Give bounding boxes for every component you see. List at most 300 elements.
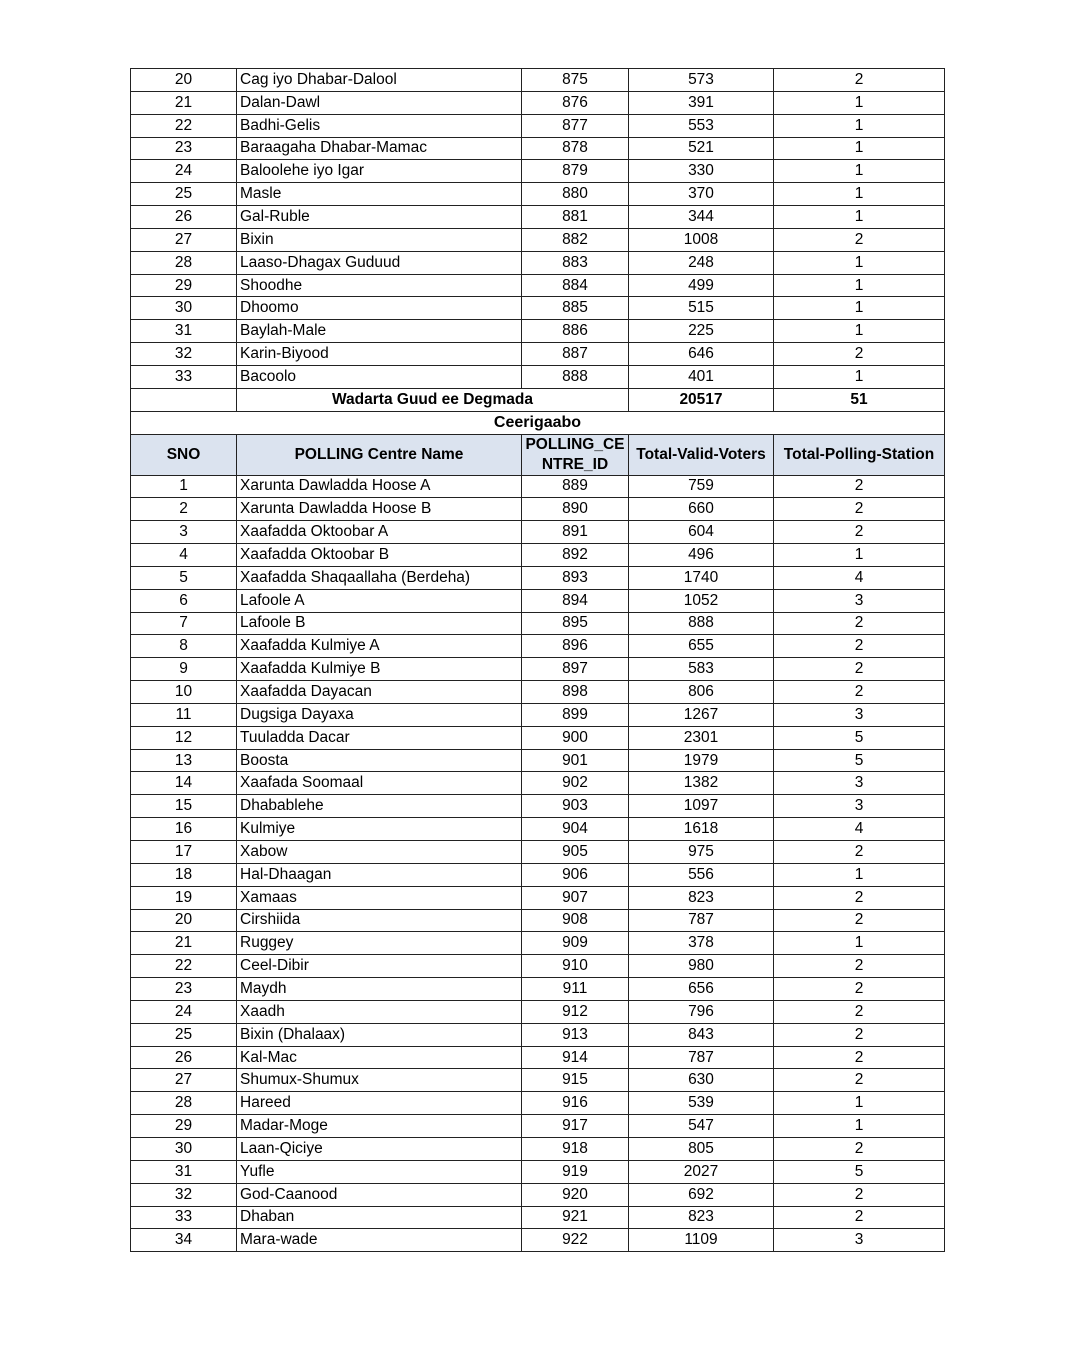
- column-header-row: [131, 434, 945, 475]
- cell-centre-name: Dalan-Dawl: [237, 91, 522, 114]
- cell-centre-name: Karin-Biyood: [237, 343, 522, 366]
- cell-sno: 25: [131, 183, 237, 206]
- table-row: [131, 955, 945, 978]
- table-row: [131, 886, 945, 909]
- cell-centre-id: 893: [522, 566, 629, 589]
- cell-sno: 4: [131, 544, 237, 567]
- cell-centre-id: 922: [522, 1229, 629, 1252]
- cell-valid-voters: 583: [629, 658, 774, 681]
- cell-polling-stations: 3: [774, 589, 945, 612]
- cell-centre-name: Xaafadda Oktoobar A: [237, 521, 522, 544]
- cell-centre-id: 907: [522, 886, 629, 909]
- cell-valid-voters: 2301: [629, 726, 774, 749]
- header-centre-id-text: POLLING_CE NTRE_ID: [525, 435, 625, 473]
- header-centre-name: POLLING Centre Name: [237, 434, 522, 475]
- table-row: [131, 863, 945, 886]
- cell-polling-stations: 1: [774, 114, 945, 137]
- cell-valid-voters: 521: [629, 137, 774, 160]
- cell-polling-stations: 2: [774, 955, 945, 978]
- cell-sno: 17: [131, 841, 237, 864]
- cell-centre-name: Xaafada Soomaal: [237, 772, 522, 795]
- cell-centre-id: 916: [522, 1092, 629, 1115]
- cell-valid-voters: 787: [629, 909, 774, 932]
- cell-centre-id: 880: [522, 183, 629, 206]
- cell-centre-name: God-Caanood: [237, 1183, 522, 1206]
- table-row: [131, 1229, 945, 1252]
- cell-polling-stations: 2: [774, 69, 945, 92]
- district-name: Ceerigaabo: [131, 411, 945, 434]
- cell-valid-voters: 1052: [629, 589, 774, 612]
- district-total-label: Wadarta Guud ee Degmada: [237, 388, 629, 411]
- cell-centre-name: Xarunta Dawladda Hoose B: [237, 498, 522, 521]
- cell-centre-id: 899: [522, 703, 629, 726]
- header-valid-voters: Total-Valid-Voters: [629, 434, 774, 475]
- cell-polling-stations: 2: [774, 909, 945, 932]
- cell-sno: 26: [131, 206, 237, 229]
- cell-sno: 23: [131, 137, 237, 160]
- cell-centre-id: 909: [522, 932, 629, 955]
- cell-centre-id: 892: [522, 544, 629, 567]
- cell-valid-voters: 391: [629, 91, 774, 114]
- cell-centre-name: Hareed: [237, 1092, 522, 1115]
- cell-centre-name: Ruggey: [237, 932, 522, 955]
- cell-polling-stations: 2: [774, 841, 945, 864]
- table-row: [131, 69, 945, 92]
- cell-sno: 1: [131, 475, 237, 498]
- cell-valid-voters: 556: [629, 863, 774, 886]
- cell-valid-voters: 539: [629, 1092, 774, 1115]
- cell-valid-voters: 1979: [629, 749, 774, 772]
- cell-sno: 20: [131, 909, 237, 932]
- cell-sno: 31: [131, 320, 237, 343]
- table-row: [131, 703, 945, 726]
- cell-sno: 7: [131, 612, 237, 635]
- cell-sno: 11: [131, 703, 237, 726]
- cell-centre-id: 906: [522, 863, 629, 886]
- cell-centre-name: Baylah-Male: [237, 320, 522, 343]
- table-row: [131, 137, 945, 160]
- cell-polling-stations: 2: [774, 343, 945, 366]
- cell-valid-voters: 787: [629, 1046, 774, 1069]
- cell-centre-name: Madar-Moge: [237, 1115, 522, 1138]
- cell-polling-stations: 1: [774, 932, 945, 955]
- table-row: [131, 658, 945, 681]
- table-row: [131, 320, 945, 343]
- cell-centre-id: 903: [522, 795, 629, 818]
- cell-valid-voters: 496: [629, 544, 774, 567]
- cell-polling-stations: 1: [774, 1092, 945, 1115]
- cell-polling-stations: 1: [774, 91, 945, 114]
- table-row: [131, 1183, 945, 1206]
- table-row: [131, 1160, 945, 1183]
- cell-valid-voters: 1618: [629, 818, 774, 841]
- header-sno: SNO: [131, 434, 237, 475]
- cell-polling-stations: 2: [774, 1183, 945, 1206]
- cell-polling-stations: 4: [774, 818, 945, 841]
- cell-centre-name: Kulmiye: [237, 818, 522, 841]
- cell-polling-stations: 1: [774, 863, 945, 886]
- cell-valid-voters: 805: [629, 1137, 774, 1160]
- cell-sno: 19: [131, 886, 237, 909]
- cell-valid-voters: 843: [629, 1023, 774, 1046]
- cell-sno: 21: [131, 91, 237, 114]
- table-row: [131, 612, 945, 635]
- cell-sno: 12: [131, 726, 237, 749]
- cell-valid-voters: 1382: [629, 772, 774, 795]
- cell-valid-voters: 248: [629, 251, 774, 274]
- cell-valid-voters: 330: [629, 160, 774, 183]
- cell-valid-voters: 547: [629, 1115, 774, 1138]
- ceerigaabo-rows: [131, 475, 945, 1252]
- cell-centre-name: Xabow: [237, 841, 522, 864]
- cell-polling-stations: 2: [774, 475, 945, 498]
- cell-centre-name: Lafoole A: [237, 589, 522, 612]
- cell-valid-voters: 630: [629, 1069, 774, 1092]
- cell-valid-voters: 692: [629, 1183, 774, 1206]
- table-row: [131, 274, 945, 297]
- cell-centre-name: Xaafadda Kulmiye A: [237, 635, 522, 658]
- cell-polling-stations: 1: [774, 320, 945, 343]
- cell-sno: 27: [131, 228, 237, 251]
- cell-polling-stations: 2: [774, 635, 945, 658]
- cell-centre-id: 904: [522, 818, 629, 841]
- cell-centre-id: 912: [522, 1000, 629, 1023]
- table-row: [131, 544, 945, 567]
- cell-valid-voters: 660: [629, 498, 774, 521]
- cell-polling-stations: 1: [774, 297, 945, 320]
- cell-polling-stations: 1: [774, 251, 945, 274]
- cell-valid-voters: 1267: [629, 703, 774, 726]
- cell-polling-stations: 5: [774, 749, 945, 772]
- table-row: [131, 1023, 945, 1046]
- cell-centre-id: 902: [522, 772, 629, 795]
- cell-polling-stations: 3: [774, 795, 945, 818]
- cell-polling-stations: 2: [774, 1000, 945, 1023]
- cell-sno: 24: [131, 1000, 237, 1023]
- cell-polling-stations: 2: [774, 658, 945, 681]
- cell-sno: 22: [131, 114, 237, 137]
- cell-sno: 26: [131, 1046, 237, 1069]
- cell-polling-stations: 1: [774, 274, 945, 297]
- cell-sno: 2: [131, 498, 237, 521]
- district-total-row: [131, 388, 945, 411]
- cell-sno: 29: [131, 1115, 237, 1138]
- cell-polling-stations: 2: [774, 228, 945, 251]
- cell-centre-name: Cirshiida: [237, 909, 522, 932]
- cell-polling-stations: 3: [774, 772, 945, 795]
- cell-sno: 3: [131, 521, 237, 544]
- cell-valid-voters: 2027: [629, 1160, 774, 1183]
- cell-centre-name: Xaafadda Oktoobar B: [237, 544, 522, 567]
- cell-valid-voters: 401: [629, 365, 774, 388]
- cell-centre-id: 879: [522, 160, 629, 183]
- cell-centre-id: 918: [522, 1137, 629, 1160]
- cell-centre-id: 919: [522, 1160, 629, 1183]
- cell-centre-name: Yufle: [237, 1160, 522, 1183]
- cell-sno: 10: [131, 681, 237, 704]
- cell-valid-voters: 888: [629, 612, 774, 635]
- cell-valid-voters: 553: [629, 114, 774, 137]
- cell-valid-voters: 1740: [629, 566, 774, 589]
- cell-polling-stations: 2: [774, 612, 945, 635]
- table-row: [131, 114, 945, 137]
- cell-polling-stations: 2: [774, 1023, 945, 1046]
- cell-polling-stations: 1: [774, 206, 945, 229]
- cell-valid-voters: 378: [629, 932, 774, 955]
- table-row: [131, 589, 945, 612]
- cell-polling-stations: 3: [774, 1229, 945, 1252]
- cell-polling-stations: 1: [774, 1115, 945, 1138]
- cell-sno: 33: [131, 365, 237, 388]
- cell-centre-id: 896: [522, 635, 629, 658]
- cell-centre-id: 894: [522, 589, 629, 612]
- cell-centre-name: Hal-Dhaagan: [237, 863, 522, 886]
- cell-centre-id: 884: [522, 274, 629, 297]
- table-row: [131, 475, 945, 498]
- cell-centre-name: Ceel-Dibir: [237, 955, 522, 978]
- cell-sno: 9: [131, 658, 237, 681]
- table-row: [131, 91, 945, 114]
- table-row: [131, 1069, 945, 1092]
- cell-polling-stations: 4: [774, 566, 945, 589]
- table-row: [131, 841, 945, 864]
- table-row: [131, 566, 945, 589]
- cell-centre-id: 887: [522, 343, 629, 366]
- cell-centre-name: Baraagaha Dhabar-Mamac: [237, 137, 522, 160]
- table-row: [131, 365, 945, 388]
- cell-centre-name: Xamaas: [237, 886, 522, 909]
- cell-polling-stations: 2: [774, 498, 945, 521]
- cell-centre-name: Dhaban: [237, 1206, 522, 1229]
- cell-centre-id: 921: [522, 1206, 629, 1229]
- cell-centre-name: Badhi-Gelis: [237, 114, 522, 137]
- table-row: [131, 183, 945, 206]
- cell-valid-voters: 370: [629, 183, 774, 206]
- cell-centre-id: 883: [522, 251, 629, 274]
- table-row: [131, 160, 945, 183]
- cell-sno: 18: [131, 863, 237, 886]
- cell-valid-voters: 1109: [629, 1229, 774, 1252]
- cell-polling-stations: 1: [774, 137, 945, 160]
- table-row: [131, 909, 945, 932]
- cell-sno: 24: [131, 160, 237, 183]
- cell-centre-name: Laan-Qiciye: [237, 1137, 522, 1160]
- cell-centre-id: 917: [522, 1115, 629, 1138]
- cell-sno: 14: [131, 772, 237, 795]
- cell-centre-id: 890: [522, 498, 629, 521]
- district-total-voters: 20517: [629, 388, 774, 411]
- cell-valid-voters: 806: [629, 681, 774, 704]
- cell-centre-id: 882: [522, 228, 629, 251]
- cell-centre-name: Shoodhe: [237, 274, 522, 297]
- cell-centre-id: 881: [522, 206, 629, 229]
- total-empty-cell: [131, 388, 237, 411]
- cell-sno: 6: [131, 589, 237, 612]
- cell-valid-voters: 759: [629, 475, 774, 498]
- table-row: [131, 1092, 945, 1115]
- cell-centre-name: Maydh: [237, 978, 522, 1001]
- cell-sno: 29: [131, 274, 237, 297]
- cell-valid-voters: 344: [629, 206, 774, 229]
- header-centre-id: [522, 434, 629, 475]
- cell-centre-name: Gal-Ruble: [237, 206, 522, 229]
- cell-valid-voters: 796: [629, 1000, 774, 1023]
- cell-sno: 33: [131, 1206, 237, 1229]
- cell-polling-stations: 2: [774, 1069, 945, 1092]
- cell-sno: 13: [131, 749, 237, 772]
- cell-polling-stations: 1: [774, 183, 945, 206]
- cell-valid-voters: 980: [629, 955, 774, 978]
- cell-polling-stations: 2: [774, 1046, 945, 1069]
- table-row: [131, 932, 945, 955]
- cell-polling-stations: 3: [774, 703, 945, 726]
- cell-polling-stations: 1: [774, 160, 945, 183]
- table-row: [131, 749, 945, 772]
- cell-sno: 27: [131, 1069, 237, 1092]
- cell-sno: 28: [131, 251, 237, 274]
- cell-centre-name: Xaafadda Dayacan: [237, 681, 522, 704]
- cell-polling-stations: 2: [774, 886, 945, 909]
- table-row: [131, 521, 945, 544]
- cell-centre-id: 898: [522, 681, 629, 704]
- table-row: [131, 343, 945, 366]
- cell-centre-id: 877: [522, 114, 629, 137]
- previous-district-rows: [131, 69, 945, 389]
- table-row: [131, 251, 945, 274]
- cell-polling-stations: 2: [774, 1137, 945, 1160]
- table-row: [131, 795, 945, 818]
- cell-centre-name: Tuuladda Dacar: [237, 726, 522, 749]
- cell-valid-voters: 515: [629, 297, 774, 320]
- cell-sno: 31: [131, 1160, 237, 1183]
- cell-valid-voters: 656: [629, 978, 774, 1001]
- cell-sno: 28: [131, 1092, 237, 1115]
- district-summary: [131, 388, 945, 475]
- cell-centre-id: 878: [522, 137, 629, 160]
- table-row: [131, 1046, 945, 1069]
- cell-sno: 32: [131, 1183, 237, 1206]
- cell-centre-name: Xarunta Dawladda Hoose A: [237, 475, 522, 498]
- cell-sno: 20: [131, 69, 237, 92]
- cell-sno: 25: [131, 1023, 237, 1046]
- cell-centre-id: 914: [522, 1046, 629, 1069]
- cell-centre-id: 876: [522, 91, 629, 114]
- table-row: [131, 228, 945, 251]
- cell-centre-name: Xaafadda Shaqaallaha (Berdeha): [237, 566, 522, 589]
- cell-valid-voters: 975: [629, 841, 774, 864]
- cell-centre-id: 920: [522, 1183, 629, 1206]
- cell-centre-id: 910: [522, 955, 629, 978]
- cell-polling-stations: 2: [774, 681, 945, 704]
- polling-centres-table: [130, 68, 945, 1252]
- cell-centre-name: Boosta: [237, 749, 522, 772]
- cell-centre-name: Laaso-Dhagax Guduud: [237, 251, 522, 274]
- district-total-stations: 51: [774, 388, 945, 411]
- cell-centre-id: 886: [522, 320, 629, 343]
- cell-polling-stations: 1: [774, 544, 945, 567]
- cell-centre-name: Bixin (Dhalaax): [237, 1023, 522, 1046]
- cell-polling-stations: 2: [774, 1206, 945, 1229]
- cell-polling-stations: 2: [774, 521, 945, 544]
- table-row: [131, 1137, 945, 1160]
- cell-centre-name: Masle: [237, 183, 522, 206]
- cell-centre-name: Xaafadda Kulmiye B: [237, 658, 522, 681]
- table-row: [131, 681, 945, 704]
- cell-centre-id: 901: [522, 749, 629, 772]
- cell-sno: 15: [131, 795, 237, 818]
- cell-centre-id: 891: [522, 521, 629, 544]
- cell-centre-id: 895: [522, 612, 629, 635]
- cell-centre-id: 915: [522, 1069, 629, 1092]
- table-row: [131, 978, 945, 1001]
- cell-centre-name: Shumux-Shumux: [237, 1069, 522, 1092]
- cell-centre-name: Xaadh: [237, 1000, 522, 1023]
- cell-sno: 34: [131, 1229, 237, 1252]
- table-row: [131, 1115, 945, 1138]
- table-row: [131, 635, 945, 658]
- cell-valid-voters: 823: [629, 886, 774, 909]
- cell-centre-id: 885: [522, 297, 629, 320]
- cell-sno: 32: [131, 343, 237, 366]
- cell-polling-stations: 2: [774, 978, 945, 1001]
- cell-centre-id: 905: [522, 841, 629, 864]
- table-row: [131, 818, 945, 841]
- cell-centre-id: 889: [522, 475, 629, 498]
- header-polling-stations: Total-Polling-Station: [774, 434, 945, 475]
- cell-sno: 21: [131, 932, 237, 955]
- cell-centre-name: Cag iyo Dhabar-Dalool: [237, 69, 522, 92]
- cell-centre-name: Dhabablehe: [237, 795, 522, 818]
- cell-sno: 22: [131, 955, 237, 978]
- cell-sno: 5: [131, 566, 237, 589]
- table-row: [131, 1000, 945, 1023]
- cell-polling-stations: 1: [774, 365, 945, 388]
- cell-centre-name: Baloolehe iyo Igar: [237, 160, 522, 183]
- cell-valid-voters: 1097: [629, 795, 774, 818]
- district-name-row: [131, 411, 945, 434]
- cell-valid-voters: 225: [629, 320, 774, 343]
- cell-sno: 8: [131, 635, 237, 658]
- cell-centre-id: 875: [522, 69, 629, 92]
- cell-sno: 30: [131, 297, 237, 320]
- cell-valid-voters: 573: [629, 69, 774, 92]
- cell-polling-stations: 5: [774, 1160, 945, 1183]
- table-row: [131, 772, 945, 795]
- cell-centre-id: 897: [522, 658, 629, 681]
- cell-sno: 30: [131, 1137, 237, 1160]
- cell-centre-name: Bacoolo: [237, 365, 522, 388]
- cell-centre-id: 900: [522, 726, 629, 749]
- table-row: [131, 498, 945, 521]
- cell-centre-name: Dugsiga Dayaxa: [237, 703, 522, 726]
- cell-sno: 16: [131, 818, 237, 841]
- cell-sno: 23: [131, 978, 237, 1001]
- cell-centre-id: 888: [522, 365, 629, 388]
- cell-centre-id: 911: [522, 978, 629, 1001]
- cell-valid-voters: 646: [629, 343, 774, 366]
- cell-valid-voters: 1008: [629, 228, 774, 251]
- table-row: [131, 726, 945, 749]
- cell-centre-name: Dhoomo: [237, 297, 522, 320]
- cell-valid-voters: 655: [629, 635, 774, 658]
- cell-centre-name: Bixin: [237, 228, 522, 251]
- cell-valid-voters: 604: [629, 521, 774, 544]
- table-row: [131, 1206, 945, 1229]
- cell-centre-id: 913: [522, 1023, 629, 1046]
- cell-centre-name: Lafoole B: [237, 612, 522, 635]
- table-row: [131, 206, 945, 229]
- cell-polling-stations: 5: [774, 726, 945, 749]
